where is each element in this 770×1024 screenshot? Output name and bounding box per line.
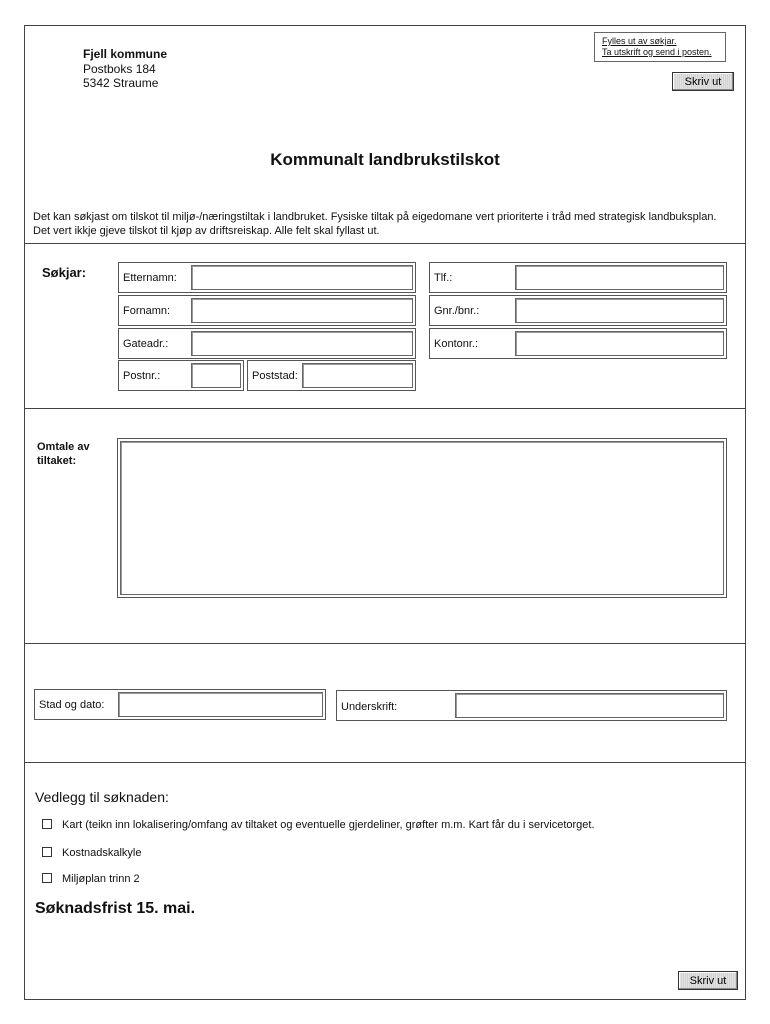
intro-text: Det kan søkjast om tilskot til miljø-/næringstiltak i landbruket. Fysiske tiltak på eigedomane vert prioriterte i tråd med strategisk landbuksplan. Det vert ikkje gjeve tilskot til kjøp av driftsreiskap. Alle felt skal fyllast ut. <box>33 211 717 237</box>
deadline-text: Søknadsfrist 15. mai. <box>35 900 196 917</box>
postcode-input[interactable] <box>191 363 241 388</box>
street-label: Gateadr.: <box>123 338 169 350</box>
postcode-label: Postnr.: <box>123 370 161 382</box>
street-row <box>118 328 416 359</box>
phone-label: Tlf.: <box>434 272 453 284</box>
sender-address <box>83 47 167 91</box>
applicant-section-label: Søkjar: <box>42 265 87 280</box>
account-row <box>429 328 727 359</box>
property-label: Gnr./bnr.: <box>434 305 480 317</box>
attachment-label: Kart (teikn inn lokalisering/omfang av tiltaket og eventuelle gjerdeliner, grøfter m.m. Kart får du i servicetorget. <box>62 819 595 831</box>
attachment-label: Kostnadskalkyle <box>62 847 142 859</box>
surname-input[interactable] <box>191 265 413 290</box>
signature-label: Underskrift: <box>341 701 398 713</box>
note-line-2: Ta utskrift og send i posten. <box>602 47 712 57</box>
divider <box>25 643 745 644</box>
firstname-label: Fornamn: <box>123 305 171 317</box>
phone-input[interactable] <box>515 265 724 290</box>
property-row <box>429 295 727 326</box>
surname-label: Etternamn: <box>123 272 177 284</box>
signature-input[interactable] <box>455 693 724 718</box>
description-textarea[interactable] <box>120 441 724 595</box>
postcode-row <box>118 360 244 391</box>
measure-label-line-2: tiltaket: <box>37 455 77 467</box>
postplace-row <box>247 360 416 391</box>
place-date-label: Stad og dato: <box>39 699 105 711</box>
attachment-label: Miljøplan trinn 2 <box>62 873 140 885</box>
signature-row <box>336 690 727 721</box>
attachment-item[interactable] <box>42 873 140 885</box>
attachment-checkbox[interactable] <box>42 847 52 857</box>
address-line-2: 5342 Straume <box>83 76 159 90</box>
postplace-input[interactable] <box>302 363 413 388</box>
surname-row <box>118 262 416 293</box>
form-title: Kommunalt landbrukstilskot <box>270 150 500 169</box>
org-name: Fjell kommune <box>83 47 168 61</box>
note-line-1: Fylles ut av søkjar. <box>602 36 677 46</box>
instruction-note <box>594 32 726 62</box>
measure-section-label <box>37 440 90 468</box>
measure-label-line-1: Omtale av <box>37 441 90 453</box>
attachment-checkbox[interactable] <box>42 873 52 883</box>
attachment-item[interactable] <box>42 847 142 859</box>
address-line-1: Postboks 184 <box>83 61 156 76</box>
divider <box>25 762 745 763</box>
street-input[interactable] <box>191 331 413 356</box>
firstname-input[interactable] <box>191 298 413 323</box>
description-box <box>117 438 727 598</box>
divider <box>25 408 745 409</box>
attachment-item[interactable] <box>42 819 595 831</box>
attachments-title: Vedlegg til søknaden: <box>35 789 169 805</box>
firstname-row <box>118 295 416 326</box>
attachment-checkbox[interactable] <box>42 819 52 829</box>
property-input[interactable] <box>515 298 724 323</box>
print-button-top[interactable]: Skriv ut <box>672 72 734 91</box>
form-page <box>24 25 746 1000</box>
account-input[interactable] <box>515 331 724 356</box>
print-button-bottom[interactable]: Skriv ut <box>678 971 738 990</box>
account-label: Kontonr.: <box>434 338 479 350</box>
postplace-label: Poststad: <box>252 370 298 382</box>
divider <box>25 243 745 244</box>
phone-row <box>429 262 727 293</box>
place-date-row <box>34 689 326 720</box>
place-date-input[interactable] <box>118 692 323 717</box>
